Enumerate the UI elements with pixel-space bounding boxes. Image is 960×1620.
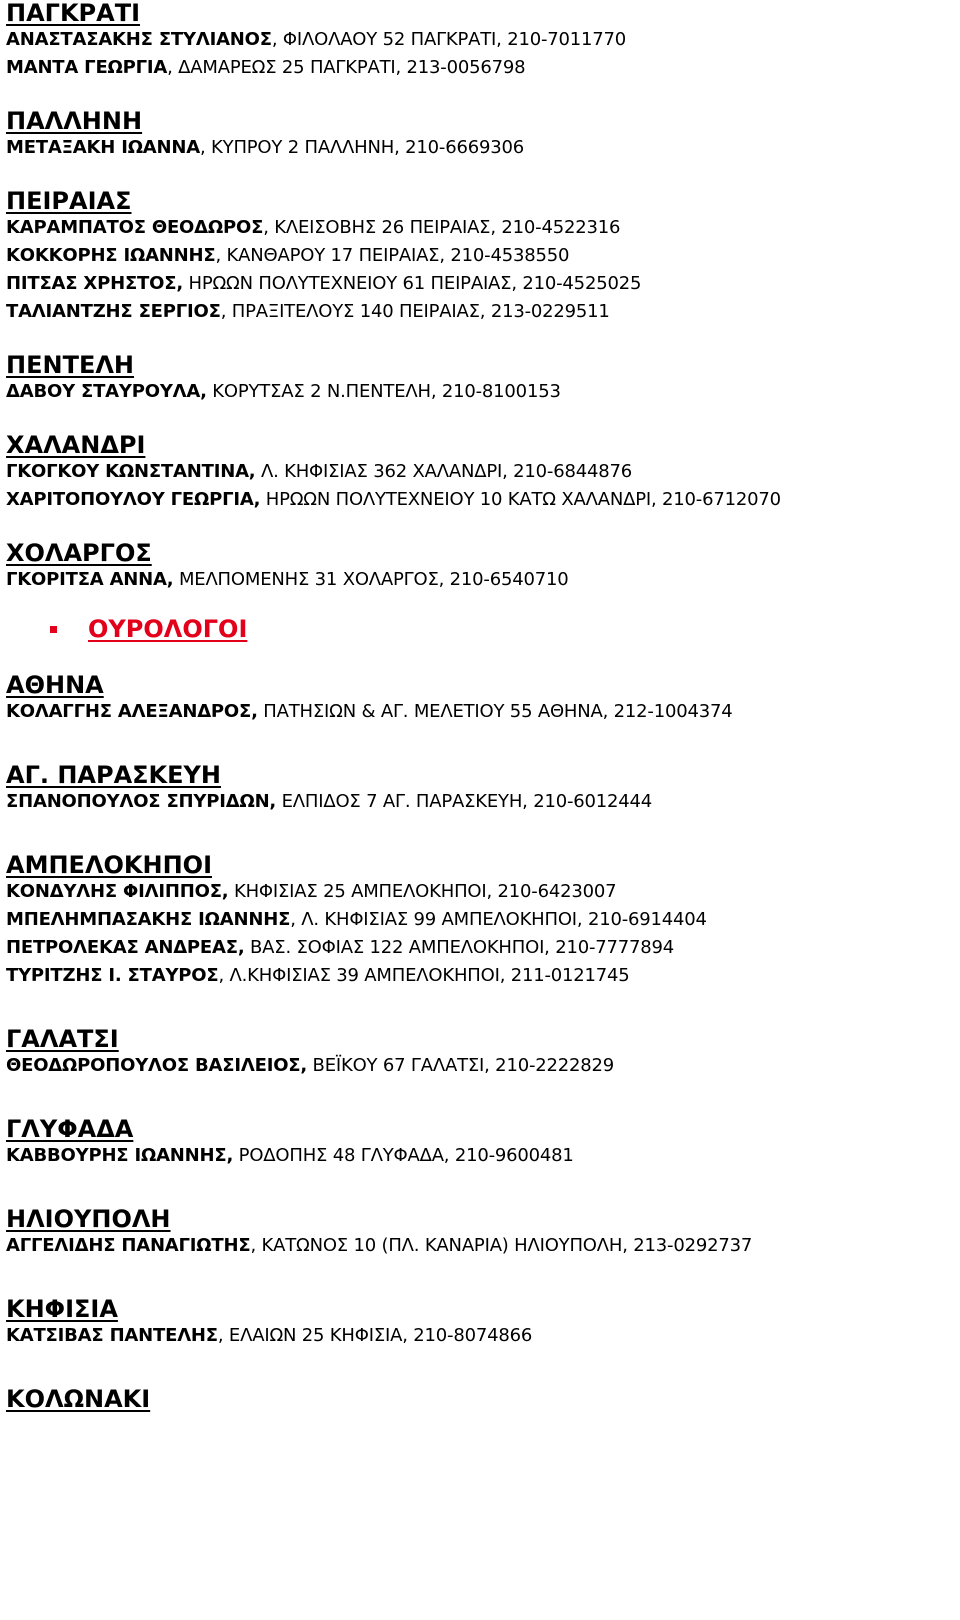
list-item	[6, 962, 956, 990]
doctor-name: ΚΟΛΑΓΓΗΣ ΑΛΕΞΑΝΔΡΟΣ,	[6, 701, 258, 722]
doctor-name: ΑΓΓΕΛΙΔΗΣ ΠΑΝΑΓΙΩΤΗΣ	[6, 1235, 251, 1256]
list-item	[6, 458, 956, 486]
doctor-address: ΒΑΣ. ΣΟΦΙΑΣ 122 ΑΜΠΕΛΟΚΗΠΟΙ, 210-7777894	[244, 937, 675, 958]
doctor-address: , ΔΑΜΑΡΕΩΣ 25 ΠΑΓΚΡΑΤΙ, 213-0056798	[167, 57, 526, 78]
section	[6, 1206, 956, 1260]
list-item	[6, 1322, 956, 1350]
list-item	[6, 378, 956, 406]
list-item	[6, 1142, 956, 1170]
section	[6, 1386, 956, 1412]
doctor-address: ΕΛΠΙΔΟΣ 7 ΑΓ. ΠΑΡΑΣΚΕΥΗ, 210-6012444	[276, 791, 653, 812]
section-title: ΑΘΗΝΑ	[6, 671, 104, 699]
list-item	[6, 486, 956, 514]
section-title: ΑΓ. ΠΑΡΑΣΚΕΥΗ	[6, 761, 222, 789]
section-title: ΠΑΓΚΡΑΤΙ	[6, 0, 141, 27]
list-item	[6, 54, 956, 82]
doctor-name: ΠΕΤΡΟΛΕΚΑΣ ΑΝΔΡΕΑΣ,	[6, 937, 245, 958]
sections-after-category	[6, 672, 956, 1412]
section-title: ΓΛΥΦΑΔΑ	[6, 1115, 134, 1143]
section	[6, 432, 956, 514]
list-item	[6, 906, 956, 934]
doctor-name: ΚΟΚΚΟΡΗΣ ΙΩΑΝΝΗΣ	[6, 245, 216, 266]
doctor-name: ΚΑΤΣΙΒΑΣ ΠΑΝΤΕΛΗΣ	[6, 1325, 218, 1346]
doctor-address: ΠΑΤΗΣΙΩΝ & ΑΓ. ΜΕΛΕΤΙΟΥ 55 ΑΘΗΝΑ, 212-1004374	[257, 701, 733, 722]
list-item	[6, 1052, 956, 1080]
sections-before-category	[6, 0, 956, 594]
category-title: ΟΥΡΟΛΟΓΟΙ	[88, 615, 248, 643]
doctor-address: , ΚΑΤΩΝΟΣ 10 (ΠΛ. ΚΑΝΑΡΙΑ) ΗΛΙΟΥΠΟΛΗ, 213-0292737	[250, 1235, 753, 1256]
list-item	[6, 214, 956, 242]
list-item	[6, 242, 956, 270]
doctor-address: , Λ.ΚΗΦΙΣΙΑΣ 39 ΑΜΠΕΛΟΚΗΠΟΙ, 211-0121745	[218, 965, 630, 986]
list-item	[6, 270, 956, 298]
doctor-name: ΤΥΡΙΤΖΗΣ Ι. ΣΤΑΥΡΟΣ	[6, 965, 219, 986]
list-item	[6, 566, 956, 594]
section-title: ΠΕΙΡΑΙΑΣ	[6, 187, 132, 215]
list-item	[6, 878, 956, 906]
section	[6, 852, 956, 990]
section	[6, 762, 956, 816]
doctor-name: ΤΑΛΙΑΝΤΖΗΣ ΣΕΡΓΙΟΣ	[6, 301, 221, 322]
list-item	[6, 788, 956, 816]
doctor-address: ΚΗΦΙΣΙΑΣ 25 ΑΜΠΕΛΟΚΗΠΟΙ, 210-6423007	[228, 881, 617, 902]
doctor-address: ΚΟΡΥΤΣΑΣ 2 Ν.ΠΕΝΤΕΛΗ, 210-8100153	[206, 381, 561, 402]
doctor-name: ΧΑΡΙΤΟΠΟΥΛΟΥ ΓΕΩΡΓΙΑ,	[6, 489, 261, 510]
doctor-address: , ΚΥΠΡΟΥ 2 ΠΑΛΛΗΝΗ, 210-6669306	[200, 137, 524, 158]
category-heading	[6, 616, 956, 642]
section	[6, 188, 956, 326]
doctor-address: , ΕΛΑΙΩΝ 25 ΚΗΦΙΣΙΑ, 210-8074866	[217, 1325, 533, 1346]
section	[6, 1116, 956, 1170]
doctor-name: ΔΑΒΟΥ ΣΤΑΥΡΟΥΛΑ,	[6, 381, 207, 402]
doctor-address: ΗΡΩΩΝ ΠΟΛΥΤΕΧΝΕΙΟΥ 10 ΚΑΤΩ ΧΑΛΑΝΔΡΙ, 210-6712070	[260, 489, 781, 510]
list-item	[6, 1232, 956, 1260]
section	[6, 108, 956, 162]
doctor-name: ΜΠΕΛΗΜΠΑΣΑΚΗΣ ΙΩΑΝΝΗΣ	[6, 909, 291, 930]
doctor-name: ΑΝΑΣΤΑΣΑΚΗΣ ΣΤΥΛΙΑΝΟΣ	[6, 29, 272, 50]
square-bullet-icon	[50, 626, 57, 633]
doctor-address: ΡΟΔΟΠΗΣ 48 ΓΛΥΦΑΔΑ, 210-9600481	[233, 1145, 574, 1166]
doctor-name: ΜΑΝΤΑ ΓΕΩΡΓΙΑ	[6, 57, 168, 78]
doctor-name: ΚΟΝΔΥΛΗΣ ΦΙΛΙΠΠΟΣ,	[6, 881, 229, 902]
section-title: ΧΟΛΑΡΓΟΣ	[6, 539, 152, 567]
list-item	[6, 698, 956, 726]
list-item	[6, 934, 956, 962]
section-title: ΗΛΙΟΥΠΟΛΗ	[6, 1205, 171, 1233]
doctor-address: ΜΕΛΠΟΜΕΝΗΣ 31 ΧΟΛΑΡΓΟΣ, 210-6540710	[173, 569, 569, 590]
doctor-name: ΓΚΟΓΚΟΥ ΚΩΝΣΤΑΝΤΙΝΑ,	[6, 461, 256, 482]
section-title: ΠΕΝΤΕΛΗ	[6, 351, 134, 379]
section	[6, 1296, 956, 1350]
section	[6, 0, 956, 82]
section	[6, 540, 956, 594]
doctor-name: ΚΑΡΑΜΠΑΤΟΣ ΘΕΟΔΩΡΟΣ	[6, 217, 264, 238]
list-item	[6, 298, 956, 326]
section-title: ΚΗΦΙΣΙΑ	[6, 1295, 118, 1323]
doctor-address: Λ. ΚΗΦΙΣΙΑΣ 362 ΧΑΛΑΝΔΡΙ, 210-6844876	[255, 461, 632, 482]
doctor-name: ΠΙΤΣΑΣ ΧΡΗΣΤΟΣ,	[6, 273, 183, 294]
section	[6, 352, 956, 406]
doctor-address: , ΦΙΛΟΛΑΟΥ 52 ΠΑΓΚΡΑΤΙ, 210-7011770	[271, 29, 627, 50]
doctor-address: , ΚΛΕΙΣΟΒΗΣ 26 ΠΕΙΡΑΙΑΣ, 210-4522316	[263, 217, 621, 238]
doctor-address: , ΚΑΝΘΑΡΟΥ 17 ΠΕΙΡΑΙΑΣ, 210-4538550	[215, 245, 570, 266]
doctor-name: ΚΑΒΒΟΥΡΗΣ ΙΩΑΝΝΗΣ,	[6, 1145, 234, 1166]
section-title: ΧΑΛΑΝΔΡΙ	[6, 431, 146, 459]
doctor-address: ΗΡΩΩΝ ΠΟΛΥΤΕΧΝΕΙΟΥ 61 ΠΕΙΡΑΙΑΣ, 210-4525025	[182, 273, 642, 294]
doctor-address: , ΠΡΑΞΙΤΕΛΟΥΣ 140 ΠΕΙΡΑΙΑΣ, 213-0229511	[220, 301, 610, 322]
doctor-address: , Λ. ΚΗΦΙΣΙΑΣ 99 ΑΜΠΕΛΟΚΗΠΟΙ, 210-6914404	[290, 909, 707, 930]
doctor-name: ΘΕΟΔΩΡΟΠΟΥΛΟΣ ΒΑΣΙΛΕΙΟΣ,	[6, 1055, 308, 1076]
doctor-name: ΜΕΤΑΞΑΚΗ ΙΩΑΝΝΑ	[6, 137, 200, 158]
doctor-name: ΓΚΟΡΙΤΣΑ ΑΝΝΑ,	[6, 569, 174, 590]
section-title: ΚΟΛΩΝΑΚΙ	[6, 1385, 151, 1413]
section	[6, 1026, 956, 1080]
doctor-name: ΣΠΑΝΟΠΟΥΛΟΣ ΣΠΥΡΙΔΩΝ,	[6, 791, 277, 812]
section-title: ΓΑΛΑΤΣΙ	[6, 1025, 119, 1053]
section-title: ΠΑΛΛΗΝΗ	[6, 107, 143, 135]
section-title: ΑΜΠΕΛΟΚΗΠΟΙ	[6, 851, 213, 879]
doctor-address: ΒΕΪΚΟΥ 67 ΓΑΛΑΤΣΙ, 210-2222829	[307, 1055, 615, 1076]
section	[6, 672, 956, 726]
list-item	[6, 26, 956, 54]
list-item	[6, 134, 956, 162]
directory-document	[6, 0, 956, 1412]
